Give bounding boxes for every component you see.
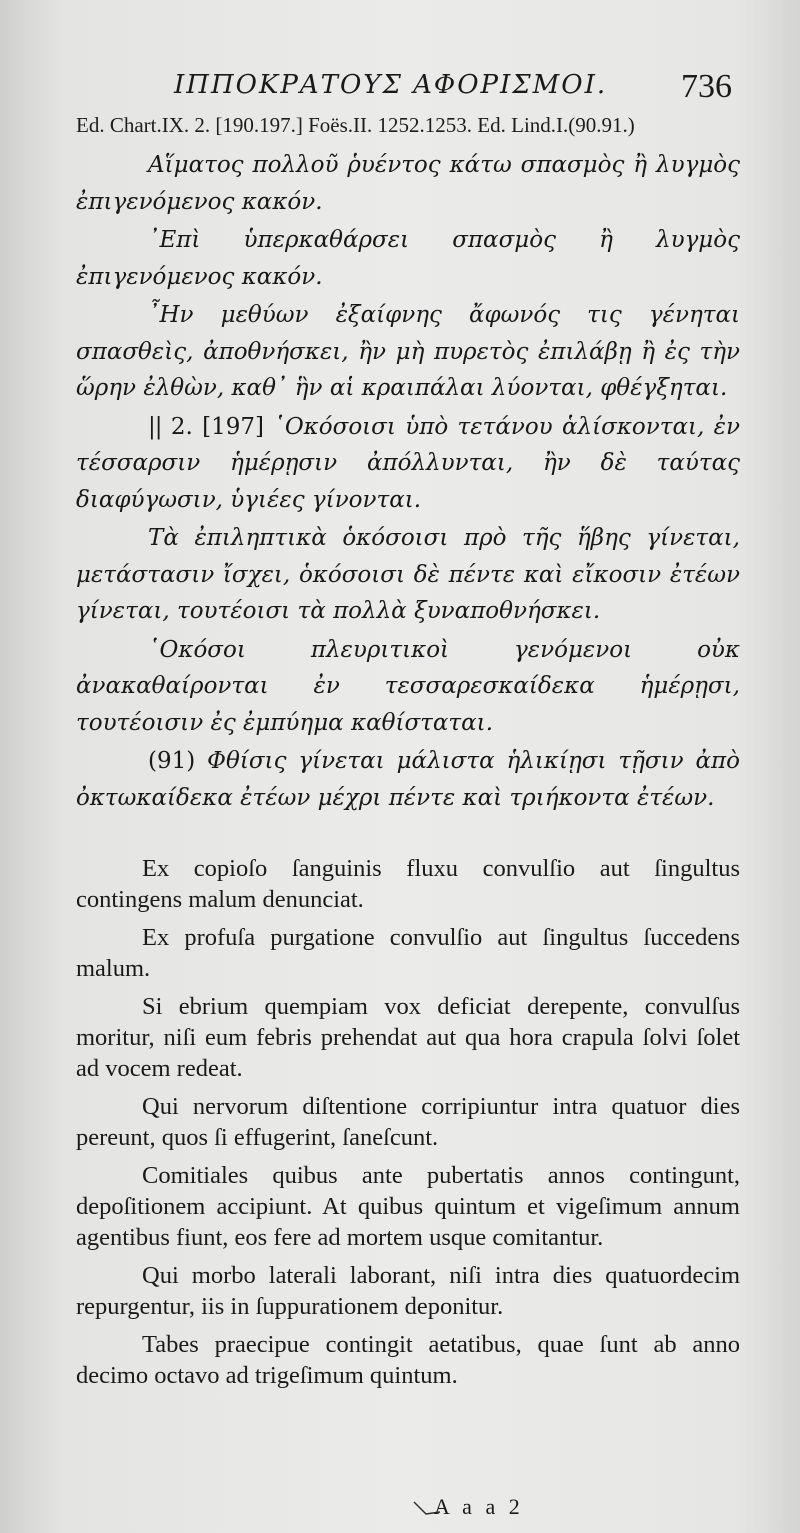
latin-aphorism-7: Tabes praecipue contingit aetatibus, quae ſunt ab anno decimo octavo ad trigeſimum quintum. xyxy=(76,1330,740,1390)
greek-text-block xyxy=(76,147,740,818)
greek-aphorism-4-text: ῾Οκόσοισι ὑπὸ τετάνου ἁλίσκονται, ἐν τέσσαρσιν ἡμέρῃσιν ἀπόλλυνται, ἢν δὲ ταύτας διαφύγωσιν, ὑγιέες γίνονται. xyxy=(76,413,740,513)
signature-mark: A a a 2 xyxy=(434,1494,524,1519)
edition-reference-line: Ed. Chart.IX. 2. [190.197.] Foës.II. 1252.1253. Ed. Lind.I.(90.91.) xyxy=(76,113,635,137)
latin-aphorism-1: Ex copioſo ſanguinis fluxu convulſio aut ſingultus contingens malum denunciat. xyxy=(76,855,740,914)
latin-translation-block xyxy=(76,853,740,1398)
page-ref-number: (91) xyxy=(148,748,196,774)
aphorism-number: 2. [197] xyxy=(170,413,264,440)
greek-aphorism-1: Αἵματος πολλοῦ ῥυέντος κάτω σπασμὸς ἢ λυγμὸς ἐπιγενόμενος κακόν. xyxy=(76,152,740,215)
latin-aphorism-6: Qui morbo laterali laborant, niſi intra dies quatuordecim repurgentur, iis in ſuppurationem deponitur. xyxy=(76,1261,740,1321)
page-header xyxy=(78,70,734,110)
greek-aphorism-7 xyxy=(76,743,740,816)
latin-aphorism-3: Si ebrium quempiam vox deficiat derepente, convulſus moritur, niſi eum febris prehendat aut qua hora crapula ſolvi ſolet ad vocem redeat. xyxy=(76,992,740,1083)
running-title: ΙΠΠΟΚΡΑΤΟΥΣ ΑΦΟΡΙΣΜΟΙ. xyxy=(174,70,608,100)
greek-aphorism-2: ᾿Επὶ ὑπερκαθάρσει σπασμὸς ἢ λυγμὸς ἐπιγενόμενος κακόν. xyxy=(76,227,740,290)
greek-aphorism-4 xyxy=(76,409,740,519)
greek-aphorism-5: Τὰ ἐπιληπτικὰ ὁκόσοισι πρὸ τῆς ἥβης γίνεται, μετάστασιν ἴσχει, ὁκόσοισι δὲ πέντε καὶ εἴκοσιν ἐτέων γίνεται, τουτέοισι τὰ πολλὰ ξυναποθνήσκει. xyxy=(76,525,740,624)
greek-aphorism-6: ῾Οκόσοι πλευριτικοὶ γενόμενοι οὐκ ἀνακαθαίρονται ἐν τεσσαρεσκαίδεκα ἡμέρῃσι, τουτέοισιν ἐς ἐμπύημα καθίσταται. xyxy=(76,636,740,736)
latin-aphorism-4: Qui nervorum diſtentione corripiuntur intra quatuor dies pereunt, quos ſi effugerint, ſaneſcunt. xyxy=(76,1092,740,1152)
greek-aphorism-7-text: Φθίσις γίνεται μάλιστα ἡλικίῃσι τῇσιν ἀπὸ ὀκτωκαίδεκα ἐτέων μέχρι πέντε καὶ τριήκοντα ἐτέων. xyxy=(76,748,740,811)
page-break-marker: || xyxy=(148,413,162,440)
latin-aphorism-5: Comitiales quibus ante pubertatis annos contingunt, depoſitionem accipiunt. At quibus quintum et vigeſimum annum agentibus fiunt, eos fere ad mortem usque comitantur. xyxy=(76,1161,740,1252)
latin-aphorism-2: Ex profuſa purgatione convulſio aut ſingultus ſuccedens malum. xyxy=(76,923,740,983)
page-number: 736 xyxy=(681,68,732,105)
greek-aphorism-3: ῏Ην μεθύων ἐξαίφνης ἄφωνός τις γένηται σπασθεὶς, ἀποθνήσκει, ἢν μὴ πυρετὸς ἐπιλάβῃ ἢ ἐς τὴν ὥρην ἐλθὼν, καθ᾿ ἣν αἱ κραιπάλαι λύονται, φθέγξηται. xyxy=(76,302,740,401)
